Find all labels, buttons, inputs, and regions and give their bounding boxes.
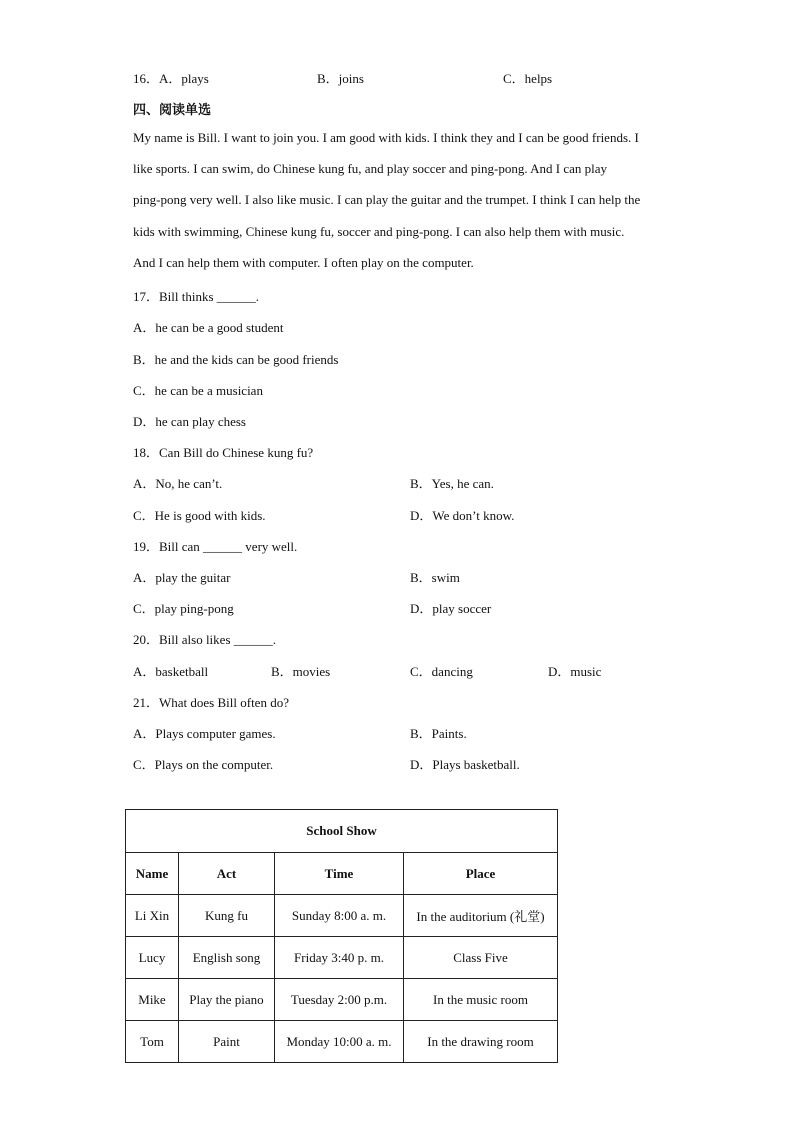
cell-time: Friday 3:40 p. m. [275, 937, 404, 979]
table-row [126, 937, 558, 979]
q20-option-b[interactable]: B．movies [271, 664, 331, 679]
cell-name: Mike [126, 979, 179, 1021]
cell-place: In the music room [404, 979, 558, 1021]
cell-act: Play the piano [179, 979, 275, 1021]
q17-option-c[interactable]: C．he can be a musician [133, 383, 263, 398]
q21-option-d[interactable]: D．Plays basketball. [410, 757, 520, 772]
passage-line: like sports. I can swim, do Chinese kung fu, and play soccer and ping-pong. And I can play [133, 161, 608, 176]
q19-option-a[interactable]: A．play the guitar [133, 570, 231, 585]
q20-stem: 20．Bill also likes ______. [133, 632, 277, 647]
q21-option-b[interactable]: B．Paints. [410, 726, 467, 741]
passage-line: kids with swimming, Chinese kung fu, soccer and ping-pong. I can also help them with music. [133, 224, 625, 239]
q17-option-d[interactable]: D．he can play chess [133, 414, 246, 429]
q16-number: 16． [133, 71, 160, 86]
q20-option-a[interactable]: A．basketball [133, 664, 209, 679]
header-place: Place [404, 853, 558, 895]
q19-stem: 19．Bill can ______ very well. [133, 539, 298, 554]
cell-time: Sunday 8:00 a. m. [275, 895, 404, 937]
q16-option-c[interactable]: C．helps [503, 71, 553, 86]
cell-act: Kung fu [179, 895, 275, 937]
q20-option-d[interactable]: D．music [548, 664, 602, 679]
passage-line: And I can help them with computer. I often play on the computer. [133, 255, 474, 270]
cell-name: Li Xin [126, 895, 179, 937]
q18-option-d[interactable]: D．We don’t know. [410, 508, 515, 523]
q17-option-b[interactable]: B．he and the kids can be good friends [133, 352, 339, 367]
cell-name: Lucy [126, 937, 179, 979]
q17-option-a[interactable]: A．he can be a good student [133, 320, 284, 335]
cell-act: Paint [179, 1021, 275, 1063]
q18-option-c[interactable]: C．He is good with kids. [133, 508, 266, 523]
table-row [126, 979, 558, 1021]
passage-line: ping-pong very well. I also like music. I can play the guitar and the trumpet. I think I can help the [133, 192, 641, 207]
q16-option-b[interactable]: B．joins [317, 71, 364, 86]
header-name: Name [126, 853, 179, 895]
table-row [126, 895, 558, 937]
q16-option-a-text: A．plays [159, 71, 209, 86]
cell-place: In the drawing room [404, 1021, 558, 1063]
q19-option-c[interactable]: C．play ping-pong [133, 601, 234, 616]
header-time: Time [275, 853, 404, 895]
q21-stem: 21．What does Bill often do? [133, 695, 289, 710]
cell-time: Monday 10:00 a. m. [275, 1021, 404, 1063]
table-header-row [126, 853, 558, 895]
q18-option-b[interactable]: B．Yes, he can. [410, 476, 494, 491]
cell-place: In the auditorium (礼堂) [404, 895, 558, 937]
q19-option-b[interactable]: B．swim [410, 570, 460, 585]
school-show-table [125, 809, 558, 1063]
q18-option-a[interactable]: A．No, he can’t. [133, 476, 223, 491]
table-row [126, 1021, 558, 1063]
q17-stem: 17．Bill thinks ______. [133, 289, 260, 304]
cell-time: Tuesday 2:00 p.m. [275, 979, 404, 1021]
q20-option-c[interactable]: C．dancing [410, 664, 473, 679]
q18-stem: 18．Can Bill do Chinese kung fu? [133, 445, 314, 460]
header-act: Act [179, 853, 275, 895]
table-title: School Show [126, 810, 558, 853]
section-heading: 四、阅读单选 [133, 103, 212, 118]
q21-option-a[interactable]: A．Plays computer games. [133, 726, 276, 741]
cell-place: Class Five [404, 937, 558, 979]
passage-line: My name is Bill. I want to join you. I am good with kids. I think they and I can be good friends. I [133, 130, 639, 145]
q19-option-d[interactable]: D．play soccer [410, 601, 492, 616]
cell-name: Tom [126, 1021, 179, 1063]
cell-act: English song [179, 937, 275, 979]
q21-option-c[interactable]: C．Plays on the computer. [133, 757, 274, 772]
q16-option-a[interactable] [133, 68, 209, 87]
